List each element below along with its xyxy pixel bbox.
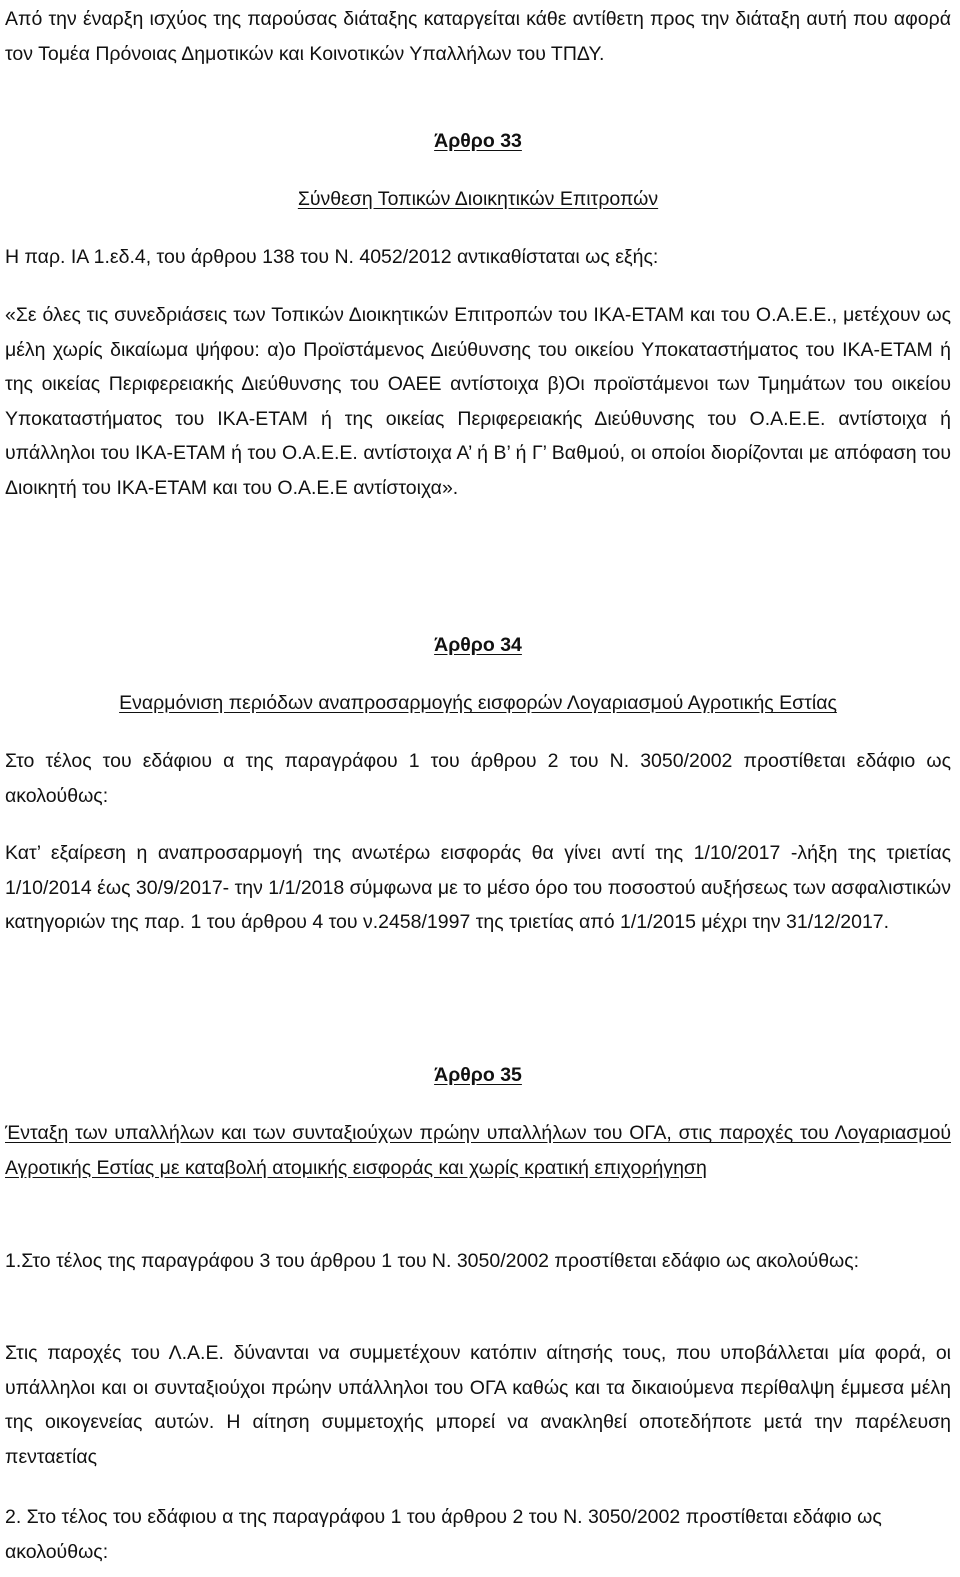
article-33-paragraph: Η παρ. ΙΑ 1.εδ.4, του άρθρου 138 του Ν. 4052/2012 αντικαθίσταται ως εξής: [5, 246, 659, 268]
article-35-paragraph: 1.Στο τέλος της παραγράφου 3 του άρθρου 1 του Ν. 3050/2002 προστίθεται εδάφιο ως ακολούθως: [5, 1250, 860, 1272]
article-35-heading: Άρθρο 35 [434, 1064, 522, 1086]
article-33-paragraph: «Σε όλες τις συνεδριάσεις των Τοπικών Διοικητικών Επιτροπών του ΙΚΑ-ΕΤΑΜ και του Ο.Α.Ε.Ε., μετέχουν ως μέλη χωρίς δικαίωμα ψήφου: α)ο Προϊστάμενος Διεύθυνσης του οικείου Υποκαταστήματος του ΙΚΑ-ΕΤΑΜ ή της οικείας Περιφερειακής Διεύθυνσης του ΟΑΕΕ αντίστοιχα β)Οι προϊστάμενοι των Τμημάτων του οικείου Υποκαταστήματος του ΙΚΑ-ΕΤΑΜ ή της οικείας Περιφερειακής Διεύθυνσης του Ο.Α.Ε.Ε. αντίστοιχα ή υπάλληλοι του ΙΚΑ-ΕΤΑΜ ή του Ο.Α.Ε.Ε. αντίστοιχα Α’ ή Β’ ή Γ’ Βαθμού, οι οποίοι διορίζονται με απόφαση του Διοικητή του ΙΚΑ-ΕΤΑΜ και του Ο.Α.Ε.Ε αντίστοιχα». [5, 304, 951, 499]
intro-paragraph: Από την έναρξη ισχύος της παρούσας διάταξης καταργείται κάθε αντίθετη προς την διάταξη αυτή που αφορά τον Τομέα Πρόνοιας Δημοτικών και Κοινοτικών Υπαλλήλων του ΤΠΔΥ. [5, 8, 951, 65]
article-34-paragraph: Στο τέλος του εδάφιου α της παραγράφου 1 του άρθρου 2 του Ν. 3050/2002 προστίθεται εδάφιο ως ακολούθως: [5, 750, 951, 807]
article-35-subtitle: Ένταξη των υπαλλήλων και των συνταξιούχων πρώην υπαλλήλων του ΟΓΑ, στις παροχές του Λογαριασμού Αγροτικής Εστίας με καταβολή ατομικής εισφοράς και χωρίς κρατική επιχορήγηση [5, 1122, 951, 1179]
article-33-subtitle: Σύνθεση Τοπικών Διοικητικών Επιτροπών [297, 188, 659, 210]
article-35-paragraph: Στις παροχές του Λ.Α.Ε. δύνανται να συμμετέχουν κατόπιν αίτησής τους, που υποβάλλεται μία φορά, οι υπάλληλοι και οι συνταξιούχοι πρώην υπάλληλοι του ΟΓΑ καθώς και τα δικαιούμενα περίθαλψη έμμεσα μέλη της οικογενείας αυτών. Η αίτηση συμμετοχής μπορεί να ανακληθεί οποτεδήποτε μετά την παρέλευση πενταετίας [5, 1342, 951, 1468]
article-34-heading: Άρθρο 34 [434, 634, 522, 656]
article-33-heading: Άρθρο 33 [434, 130, 522, 152]
article-34-subtitle: Εναρμόνιση περιόδων αναπροσαρμογής εισφορών Λογαριασμού Αγροτικής Εστίας [119, 692, 837, 714]
article-35-paragraph: 2. Στο τέλος του εδάφιου α της παραγράφου 1 του άρθρου 2 του Ν. 3050/2002 προστίθεται εδάφιο ως ακολούθως: [5, 1506, 882, 1563]
article-34-paragraph: Κατ’ εξαίρεση η αναπροσαρμογή της ανωτέρω εισφοράς θα γίνει αντί της 1/10/2017 -λήξη της τριετίας 1/10/2014 έως 30/9/2017- την 1/1/2018 σύμφωνα με το μέσο όρο του ποσοστού αυξήσεως των ασφαλιστικών κατηγοριών της παρ. 1 του άρθρου 4 του ν.2458/1997 της τριετίας από 1/1/2015 μέχρι την 31/12/2017. [5, 842, 951, 933]
